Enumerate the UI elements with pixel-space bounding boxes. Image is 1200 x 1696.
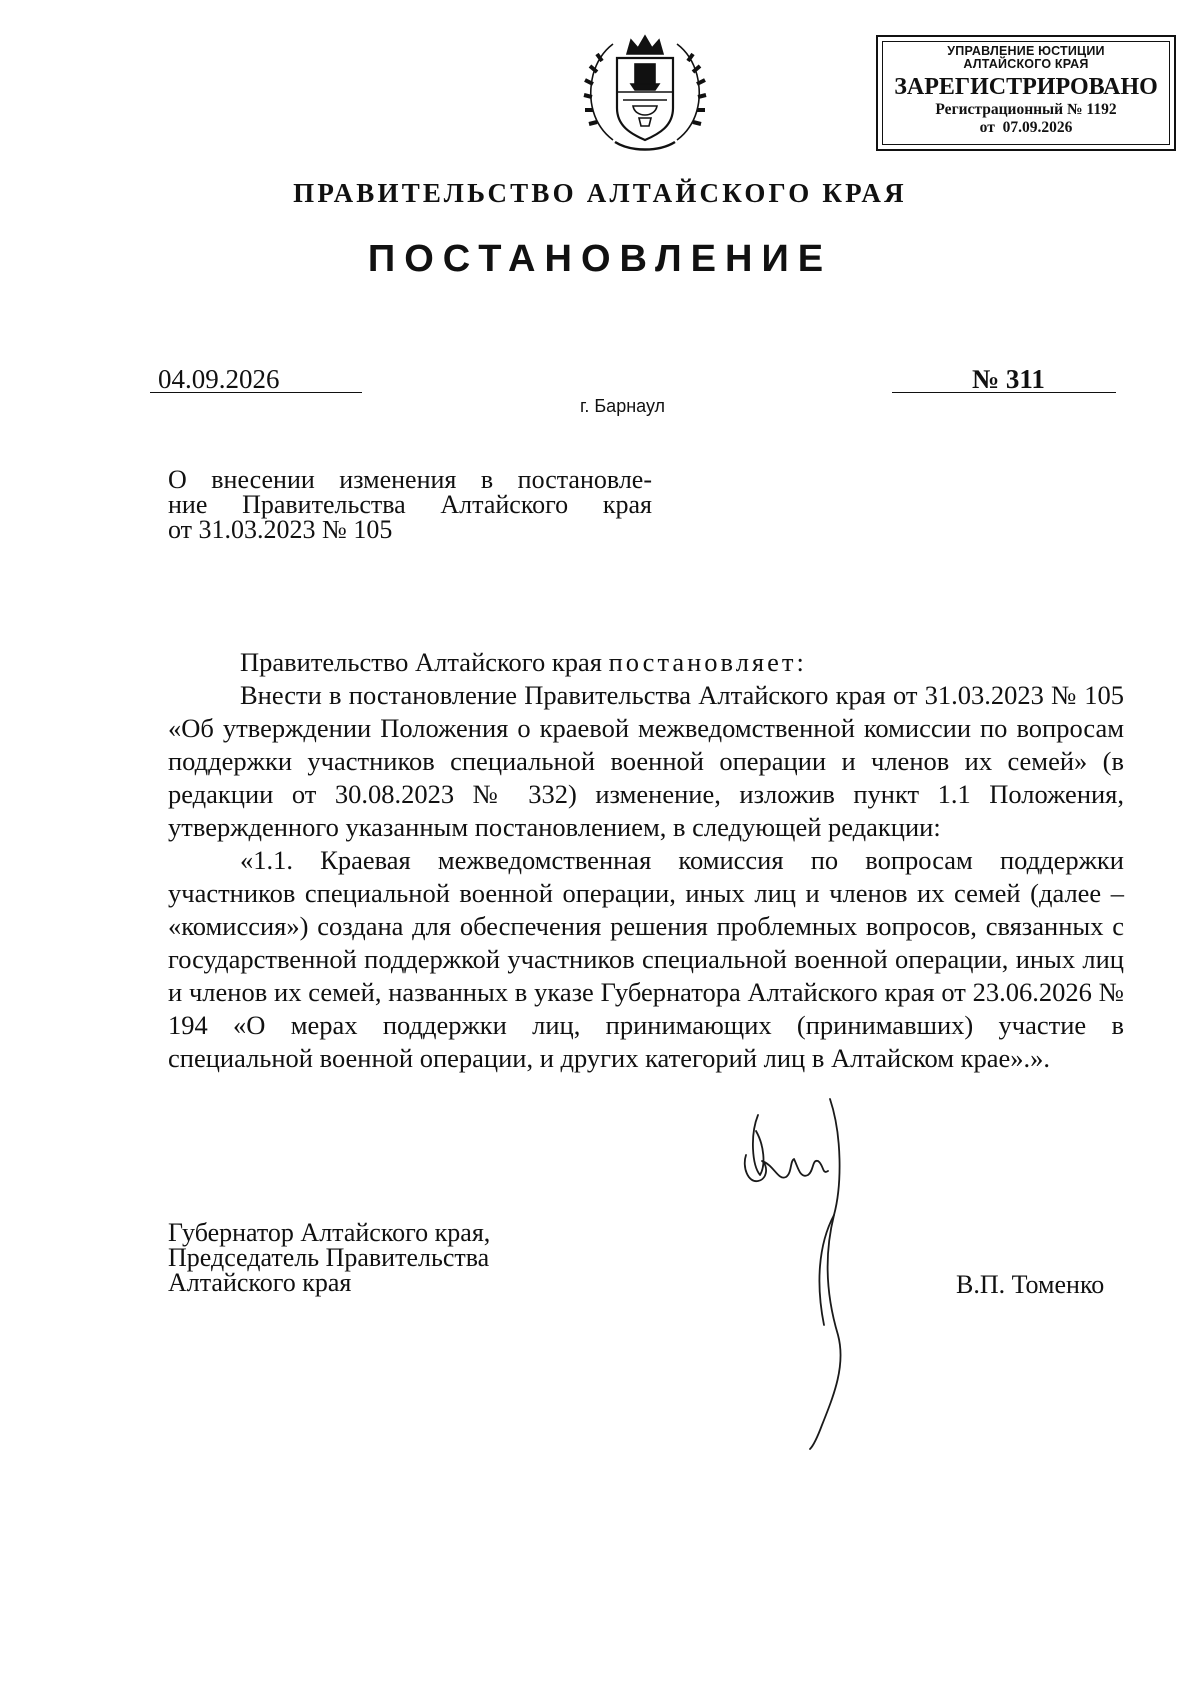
document-type-title: ПОСТАНОВЛЕНИЕ xyxy=(367,238,833,280)
document-date: 04.09.2026 xyxy=(158,364,280,394)
stamp-date-row xyxy=(883,119,1169,136)
preamble xyxy=(168,646,1124,679)
registration-stamp-inner xyxy=(882,41,1170,145)
stamp-date-prefix: от xyxy=(979,119,995,136)
document-subject xyxy=(168,467,652,542)
authority-title: ПРАВИТЕЛЬСТВО АЛТАЙСКОГО КРАЯ xyxy=(293,178,907,208)
handwritten-signature xyxy=(738,1095,868,1455)
signer-title-line: Алтайского края xyxy=(168,1268,352,1297)
signer-title-line: Губернатор Алтайского края, xyxy=(168,1218,491,1247)
stamp-org-line2: АЛТАЙСКОГО КРАЯ xyxy=(963,57,1089,71)
registration-stamp xyxy=(876,35,1176,151)
body-paragraph: Внести в постановление Правительства Алтайского края от 31.03.2023 № 105 «Об утверждении Положения о краевой межведомственной комиссии по вопросам поддержки участников специальной военной операции и членов их семей» (в редакции от 30.08.2023 № 332) изменение, изложив пункт 1.1 Положения, утвержденного указанным постановлением, в следующей редакции: xyxy=(168,680,1124,842)
stamp-org-line1: УПРАВЛЕНИЕ ЮСТИЦИИ xyxy=(947,44,1105,58)
body-paragraph: «1.1. Краевая межведомственная комиссия по вопросам поддержки участников специальной военной операции, иных лиц и членов их семей (далее – «комиссия») создана для обеспечения решения проблемных вопросов, связанных с государственной поддержкой участников специальной военной операции, иных лиц и членов их семей, названных в указе Губернатора Алтайского края от 23.06.2026 № 194 «О мерах поддержки лиц, принимающих (принимавших) участие в специальной военной операции, и других категорий лиц в Алтайском крае».». xyxy=(168,845,1124,1073)
subject-line: ние Правительства Алтайского края xyxy=(168,490,652,519)
number-underline xyxy=(892,392,1116,393)
altai-coat-of-arms-icon xyxy=(583,30,707,156)
date-underline xyxy=(150,392,362,393)
signer-title xyxy=(168,1220,490,1295)
preamble-verb: постановляет: xyxy=(608,647,807,677)
stamp-registration-number: Регистрационный № 1192 xyxy=(935,101,1117,118)
document-body xyxy=(168,646,1124,1075)
signer-name: В.П. Томенко xyxy=(956,1270,1105,1299)
subject-line: от 31.03.2023 № 105 xyxy=(168,515,393,544)
preamble-text: Правительство Алтайского края xyxy=(240,647,609,677)
stamp-date: 07.09.2026 xyxy=(1002,119,1073,136)
subject-line: О внесении изменения в постановле- xyxy=(168,465,652,494)
document-number: № 311 xyxy=(972,364,1045,394)
document-city: г. Барнаул xyxy=(580,396,666,416)
stamp-status: ЗАРЕГИСТРИРОВАНО xyxy=(894,74,1158,100)
signer-title-line: Председатель Правительства xyxy=(168,1243,490,1272)
